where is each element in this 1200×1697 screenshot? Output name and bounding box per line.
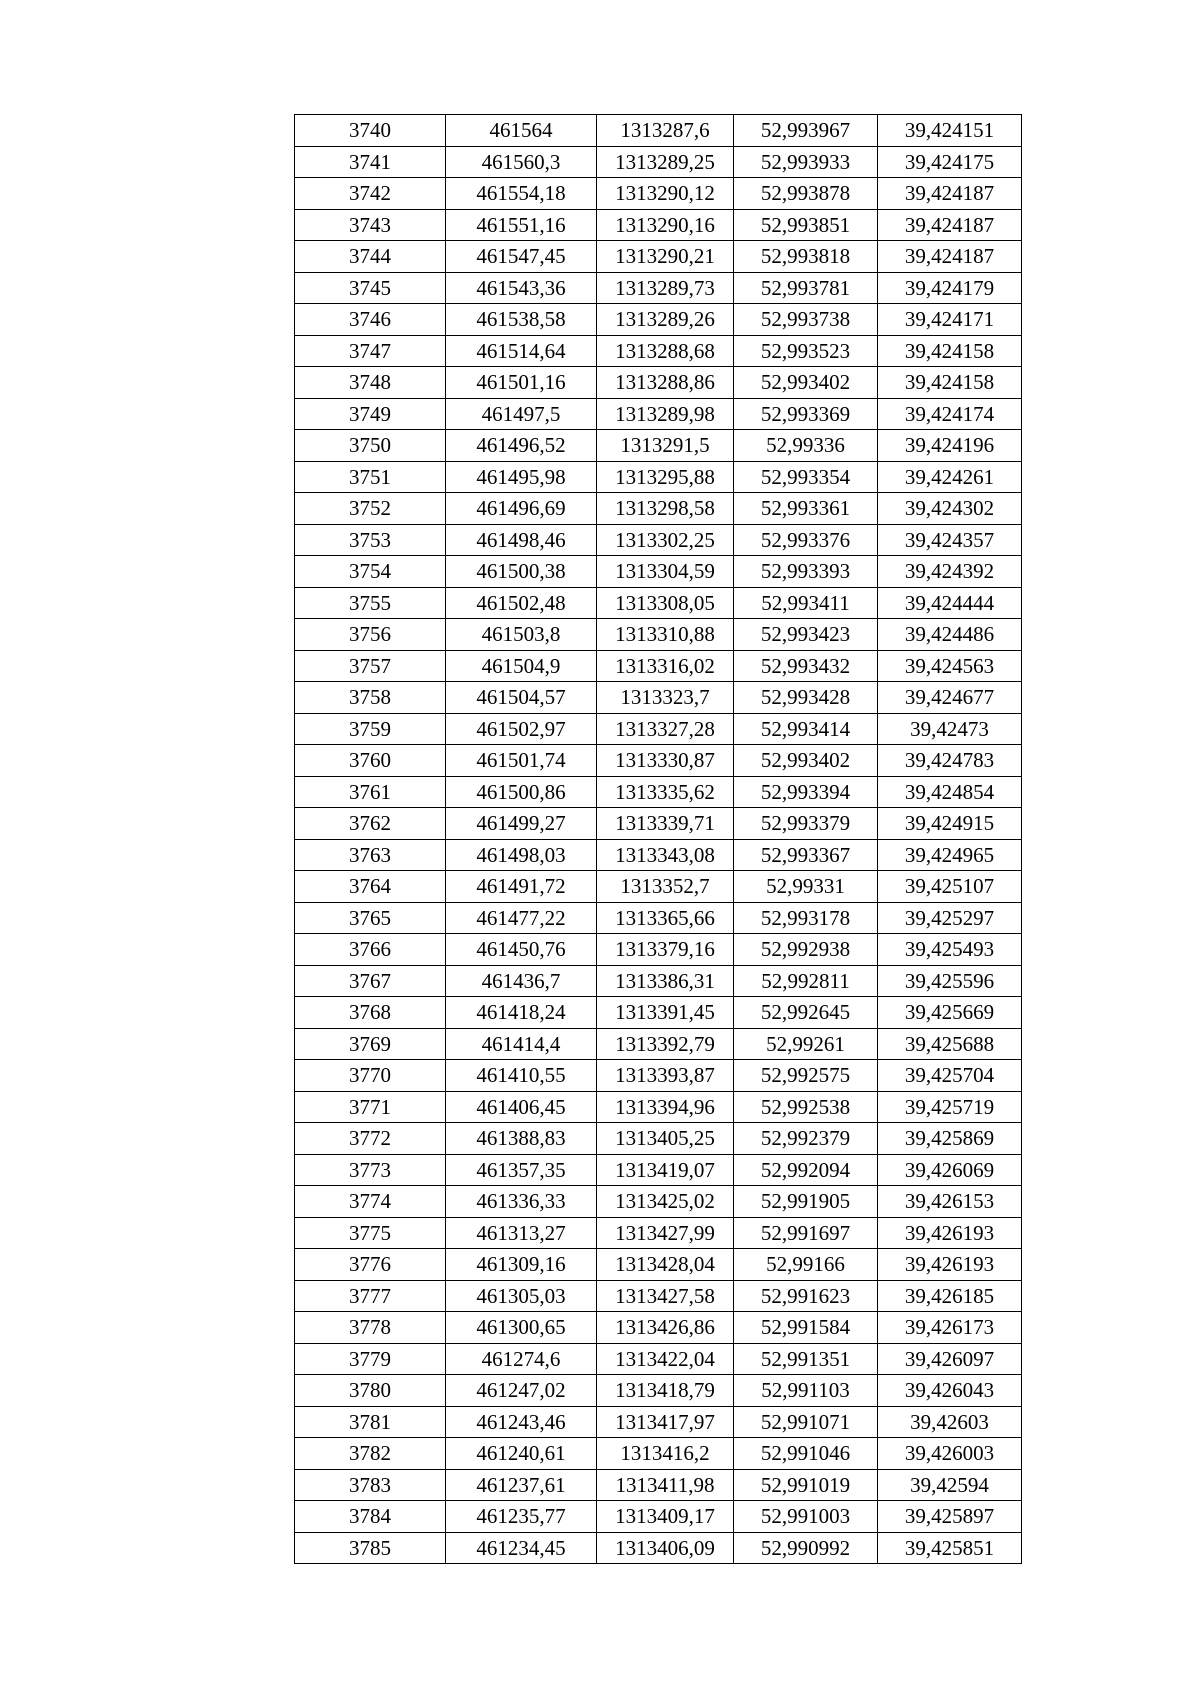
table-row — [295, 1217, 1022, 1249]
point-number-cell: 3760 — [295, 745, 446, 777]
latitude-cell: 52,991103 — [734, 1375, 878, 1407]
y-coordinate-cell: 1313365,66 — [597, 902, 734, 934]
latitude-cell: 52,993851 — [734, 209, 878, 241]
x-coordinate-cell: 461514,64 — [446, 335, 597, 367]
y-coordinate-cell: 1313302,25 — [597, 524, 734, 556]
longitude-cell: 39,425596 — [878, 965, 1022, 997]
latitude-cell: 52,993414 — [734, 713, 878, 745]
latitude-cell: 52,991071 — [734, 1406, 878, 1438]
x-coordinate-cell: 461498,46 — [446, 524, 597, 556]
point-number-cell: 3755 — [295, 587, 446, 619]
x-coordinate-cell: 461450,76 — [446, 934, 597, 966]
latitude-cell: 52,991584 — [734, 1312, 878, 1344]
table-row — [295, 493, 1022, 525]
y-coordinate-cell: 1313406,09 — [597, 1532, 734, 1564]
point-number-cell: 3766 — [295, 934, 446, 966]
longitude-cell: 39,424357 — [878, 524, 1022, 556]
x-coordinate-cell: 461491,72 — [446, 871, 597, 903]
table-row — [295, 776, 1022, 808]
table-row — [295, 871, 1022, 903]
point-number-cell: 3753 — [295, 524, 446, 556]
x-coordinate-cell: 461235,77 — [446, 1501, 597, 1533]
table-row — [295, 1249, 1022, 1281]
latitude-cell: 52,992938 — [734, 934, 878, 966]
x-coordinate-cell: 461501,16 — [446, 367, 597, 399]
table-row — [295, 1186, 1022, 1218]
y-coordinate-cell: 1313289,26 — [597, 304, 734, 336]
latitude-cell: 52,993402 — [734, 745, 878, 777]
y-coordinate-cell: 1313335,62 — [597, 776, 734, 808]
y-coordinate-cell: 1313391,45 — [597, 997, 734, 1029]
longitude-cell: 39,426185 — [878, 1280, 1022, 1312]
y-coordinate-cell: 1313289,98 — [597, 398, 734, 430]
y-coordinate-cell: 1313417,97 — [597, 1406, 734, 1438]
y-coordinate-cell: 1313289,25 — [597, 146, 734, 178]
table-row — [295, 398, 1022, 430]
table-row — [295, 619, 1022, 651]
x-coordinate-cell: 461501,74 — [446, 745, 597, 777]
longitude-cell: 39,425493 — [878, 934, 1022, 966]
y-coordinate-cell: 1313323,7 — [597, 682, 734, 714]
point-number-cell: 3768 — [295, 997, 446, 1029]
point-number-cell: 3761 — [295, 776, 446, 808]
x-coordinate-cell: 461436,7 — [446, 965, 597, 997]
latitude-cell: 52,993354 — [734, 461, 878, 493]
point-number-cell: 3749 — [295, 398, 446, 430]
x-coordinate-cell: 461237,61 — [446, 1469, 597, 1501]
table-row — [295, 1501, 1022, 1533]
x-coordinate-cell: 461554,18 — [446, 178, 597, 210]
point-number-cell: 3746 — [295, 304, 446, 336]
x-coordinate-cell: 461309,16 — [446, 1249, 597, 1281]
coordinates-table — [294, 114, 1022, 1564]
table-row — [295, 1375, 1022, 1407]
point-number-cell: 3769 — [295, 1028, 446, 1060]
latitude-cell: 52,993933 — [734, 146, 878, 178]
table-row — [295, 997, 1022, 1029]
table-row — [295, 367, 1022, 399]
latitude-cell: 52,993379 — [734, 808, 878, 840]
latitude-cell: 52,993402 — [734, 367, 878, 399]
y-coordinate-cell: 1313308,05 — [597, 587, 734, 619]
point-number-cell: 3742 — [295, 178, 446, 210]
longitude-cell: 39,424196 — [878, 430, 1022, 462]
y-coordinate-cell: 1313291,5 — [597, 430, 734, 462]
x-coordinate-cell: 461274,6 — [446, 1343, 597, 1375]
table-row — [295, 902, 1022, 934]
point-number-cell: 3773 — [295, 1154, 446, 1186]
latitude-cell: 52,991003 — [734, 1501, 878, 1533]
y-coordinate-cell: 1313416,2 — [597, 1438, 734, 1470]
longitude-cell: 39,424486 — [878, 619, 1022, 651]
y-coordinate-cell: 1313419,07 — [597, 1154, 734, 1186]
table-row — [295, 808, 1022, 840]
longitude-cell: 39,426173 — [878, 1312, 1022, 1344]
longitude-cell: 39,424175 — [878, 146, 1022, 178]
y-coordinate-cell: 1313393,87 — [597, 1060, 734, 1092]
point-number-cell: 3783 — [295, 1469, 446, 1501]
longitude-cell: 39,424302 — [878, 493, 1022, 525]
latitude-cell: 52,993878 — [734, 178, 878, 210]
latitude-cell: 52,993523 — [734, 335, 878, 367]
x-coordinate-cell: 461240,61 — [446, 1438, 597, 1470]
point-number-cell: 3767 — [295, 965, 446, 997]
latitude-cell: 52,993781 — [734, 272, 878, 304]
y-coordinate-cell: 1313422,04 — [597, 1343, 734, 1375]
table-row — [295, 965, 1022, 997]
point-number-cell: 3744 — [295, 241, 446, 273]
table-row — [295, 209, 1022, 241]
y-coordinate-cell: 1313343,08 — [597, 839, 734, 871]
y-coordinate-cell: 1313304,59 — [597, 556, 734, 588]
longitude-cell: 39,424187 — [878, 209, 1022, 241]
longitude-cell: 39,425704 — [878, 1060, 1022, 1092]
x-coordinate-cell: 461498,03 — [446, 839, 597, 871]
x-coordinate-cell: 461502,97 — [446, 713, 597, 745]
table-row — [295, 1060, 1022, 1092]
latitude-cell: 52,993394 — [734, 776, 878, 808]
x-coordinate-cell: 461388,83 — [446, 1123, 597, 1155]
latitude-cell: 52,993393 — [734, 556, 878, 588]
x-coordinate-cell: 461547,45 — [446, 241, 597, 273]
point-number-cell: 3774 — [295, 1186, 446, 1218]
y-coordinate-cell: 1313290,12 — [597, 178, 734, 210]
table-row — [295, 335, 1022, 367]
table-row — [295, 556, 1022, 588]
point-number-cell: 3763 — [295, 839, 446, 871]
longitude-cell: 39,424158 — [878, 335, 1022, 367]
y-coordinate-cell: 1313290,16 — [597, 209, 734, 241]
longitude-cell: 39,425869 — [878, 1123, 1022, 1155]
point-number-cell: 3758 — [295, 682, 446, 714]
longitude-cell: 39,426043 — [878, 1375, 1022, 1407]
y-coordinate-cell: 1313405,25 — [597, 1123, 734, 1155]
x-coordinate-cell: 461495,98 — [446, 461, 597, 493]
y-coordinate-cell: 1313339,71 — [597, 808, 734, 840]
longitude-cell: 39,425669 — [878, 997, 1022, 1029]
y-coordinate-cell: 1313327,28 — [597, 713, 734, 745]
latitude-cell: 52,992094 — [734, 1154, 878, 1186]
longitude-cell: 39,424783 — [878, 745, 1022, 777]
longitude-cell: 39,425897 — [878, 1501, 1022, 1533]
x-coordinate-cell: 461418,24 — [446, 997, 597, 1029]
longitude-cell: 39,424151 — [878, 115, 1022, 147]
point-number-cell: 3778 — [295, 1312, 446, 1344]
table-row — [295, 1438, 1022, 1470]
longitude-cell: 39,424261 — [878, 461, 1022, 493]
x-coordinate-cell: 461234,45 — [446, 1532, 597, 1564]
latitude-cell: 52,993361 — [734, 493, 878, 525]
longitude-cell: 39,424158 — [878, 367, 1022, 399]
longitude-cell: 39,42594 — [878, 1469, 1022, 1501]
x-coordinate-cell: 461500,86 — [446, 776, 597, 808]
point-number-cell: 3784 — [295, 1501, 446, 1533]
point-number-cell: 3777 — [295, 1280, 446, 1312]
table-row — [295, 146, 1022, 178]
table-row — [295, 1532, 1022, 1564]
table-row — [295, 745, 1022, 777]
table-row — [295, 1028, 1022, 1060]
y-coordinate-cell: 1313425,02 — [597, 1186, 734, 1218]
y-coordinate-cell: 1313330,87 — [597, 745, 734, 777]
longitude-cell: 39,42603 — [878, 1406, 1022, 1438]
point-number-cell: 3754 — [295, 556, 446, 588]
x-coordinate-cell: 461564 — [446, 115, 597, 147]
table-row — [295, 304, 1022, 336]
longitude-cell: 39,424187 — [878, 178, 1022, 210]
longitude-cell: 39,424854 — [878, 776, 1022, 808]
x-coordinate-cell: 461300,65 — [446, 1312, 597, 1344]
table-row — [295, 587, 1022, 619]
longitude-cell: 39,426153 — [878, 1186, 1022, 1218]
y-coordinate-cell: 1313316,02 — [597, 650, 734, 682]
table-row — [295, 461, 1022, 493]
point-number-cell: 3748 — [295, 367, 446, 399]
table-row — [295, 1091, 1022, 1123]
table-row — [295, 115, 1022, 147]
point-number-cell: 3780 — [295, 1375, 446, 1407]
longitude-cell: 39,42473 — [878, 713, 1022, 745]
table-row — [295, 839, 1022, 871]
longitude-cell: 39,424174 — [878, 398, 1022, 430]
latitude-cell: 52,991046 — [734, 1438, 878, 1470]
table-row — [295, 430, 1022, 462]
latitude-cell: 52,99336 — [734, 430, 878, 462]
x-coordinate-cell: 461313,27 — [446, 1217, 597, 1249]
y-coordinate-cell: 1313352,7 — [597, 871, 734, 903]
longitude-cell: 39,425688 — [878, 1028, 1022, 1060]
latitude-cell: 52,991623 — [734, 1280, 878, 1312]
y-coordinate-cell: 1313289,73 — [597, 272, 734, 304]
latitude-cell: 52,993411 — [734, 587, 878, 619]
y-coordinate-cell: 1313394,96 — [597, 1091, 734, 1123]
latitude-cell: 52,99166 — [734, 1249, 878, 1281]
point-number-cell: 3770 — [295, 1060, 446, 1092]
longitude-cell: 39,424171 — [878, 304, 1022, 336]
point-number-cell: 3752 — [295, 493, 446, 525]
latitude-cell: 52,992811 — [734, 965, 878, 997]
longitude-cell: 39,425297 — [878, 902, 1022, 934]
point-number-cell: 3771 — [295, 1091, 446, 1123]
point-number-cell: 3785 — [295, 1532, 446, 1564]
point-number-cell: 3765 — [295, 902, 446, 934]
longitude-cell: 39,426097 — [878, 1343, 1022, 1375]
table-row — [295, 1469, 1022, 1501]
x-coordinate-cell: 461496,52 — [446, 430, 597, 462]
y-coordinate-cell: 1313287,6 — [597, 115, 734, 147]
x-coordinate-cell: 461406,45 — [446, 1091, 597, 1123]
latitude-cell: 52,991905 — [734, 1186, 878, 1218]
y-coordinate-cell: 1313392,79 — [597, 1028, 734, 1060]
table-row — [295, 682, 1022, 714]
x-coordinate-cell: 461499,27 — [446, 808, 597, 840]
y-coordinate-cell: 1313427,58 — [597, 1280, 734, 1312]
x-coordinate-cell: 461410,55 — [446, 1060, 597, 1092]
y-coordinate-cell: 1313298,58 — [597, 493, 734, 525]
table-row — [295, 934, 1022, 966]
y-coordinate-cell: 1313411,98 — [597, 1469, 734, 1501]
latitude-cell: 52,992538 — [734, 1091, 878, 1123]
point-number-cell: 3775 — [295, 1217, 446, 1249]
point-number-cell: 3757 — [295, 650, 446, 682]
longitude-cell: 39,425107 — [878, 871, 1022, 903]
longitude-cell: 39,426003 — [878, 1438, 1022, 1470]
longitude-cell: 39,424392 — [878, 556, 1022, 588]
longitude-cell: 39,424965 — [878, 839, 1022, 871]
table-row — [295, 650, 1022, 682]
x-coordinate-cell: 461305,03 — [446, 1280, 597, 1312]
y-coordinate-cell: 1313428,04 — [597, 1249, 734, 1281]
y-coordinate-cell: 1313379,16 — [597, 934, 734, 966]
latitude-cell: 52,991697 — [734, 1217, 878, 1249]
point-number-cell: 3743 — [295, 209, 446, 241]
y-coordinate-cell: 1313418,79 — [597, 1375, 734, 1407]
point-number-cell: 3745 — [295, 272, 446, 304]
point-number-cell: 3751 — [295, 461, 446, 493]
latitude-cell: 52,993432 — [734, 650, 878, 682]
longitude-cell: 39,425851 — [878, 1532, 1022, 1564]
y-coordinate-cell: 1313426,86 — [597, 1312, 734, 1344]
longitude-cell: 39,424677 — [878, 682, 1022, 714]
x-coordinate-cell: 461502,48 — [446, 587, 597, 619]
table-row — [295, 272, 1022, 304]
x-coordinate-cell: 461500,38 — [446, 556, 597, 588]
longitude-cell: 39,424563 — [878, 650, 1022, 682]
longitude-cell: 39,426193 — [878, 1217, 1022, 1249]
x-coordinate-cell: 461560,3 — [446, 146, 597, 178]
latitude-cell: 52,993369 — [734, 398, 878, 430]
x-coordinate-cell: 461357,35 — [446, 1154, 597, 1186]
table-row — [295, 241, 1022, 273]
x-coordinate-cell: 461551,16 — [446, 209, 597, 241]
point-number-cell: 3764 — [295, 871, 446, 903]
latitude-cell: 52,991019 — [734, 1469, 878, 1501]
x-coordinate-cell: 461477,22 — [446, 902, 597, 934]
x-coordinate-cell: 461504,9 — [446, 650, 597, 682]
latitude-cell: 52,993367 — [734, 839, 878, 871]
y-coordinate-cell: 1313427,99 — [597, 1217, 734, 1249]
x-coordinate-cell: 461243,46 — [446, 1406, 597, 1438]
y-coordinate-cell: 1313290,21 — [597, 241, 734, 273]
latitude-cell: 52,993376 — [734, 524, 878, 556]
table-row — [295, 1343, 1022, 1375]
point-number-cell: 3756 — [295, 619, 446, 651]
x-coordinate-cell: 461504,57 — [446, 682, 597, 714]
x-coordinate-cell: 461414,4 — [446, 1028, 597, 1060]
y-coordinate-cell: 1313288,68 — [597, 335, 734, 367]
x-coordinate-cell: 461497,5 — [446, 398, 597, 430]
table-row — [295, 713, 1022, 745]
point-number-cell: 3782 — [295, 1438, 446, 1470]
table-row — [295, 1123, 1022, 1155]
table-row — [295, 178, 1022, 210]
table-row — [295, 1312, 1022, 1344]
latitude-cell: 52,991351 — [734, 1343, 878, 1375]
x-coordinate-cell: 461336,33 — [446, 1186, 597, 1218]
longitude-cell: 39,425719 — [878, 1091, 1022, 1123]
x-coordinate-cell: 461247,02 — [446, 1375, 597, 1407]
latitude-cell: 52,992379 — [734, 1123, 878, 1155]
latitude-cell: 52,993423 — [734, 619, 878, 651]
point-number-cell: 3740 — [295, 115, 446, 147]
longitude-cell: 39,424444 — [878, 587, 1022, 619]
table-row — [295, 1406, 1022, 1438]
y-coordinate-cell: 1313310,88 — [597, 619, 734, 651]
x-coordinate-cell: 461496,69 — [446, 493, 597, 525]
point-number-cell: 3750 — [295, 430, 446, 462]
latitude-cell: 52,992645 — [734, 997, 878, 1029]
x-coordinate-cell: 461503,8 — [446, 619, 597, 651]
point-number-cell: 3781 — [295, 1406, 446, 1438]
table-row — [295, 1154, 1022, 1186]
y-coordinate-cell: 1313288,86 — [597, 367, 734, 399]
longitude-cell: 39,424915 — [878, 808, 1022, 840]
latitude-cell: 52,993818 — [734, 241, 878, 273]
longitude-cell: 39,426069 — [878, 1154, 1022, 1186]
table-row — [295, 1280, 1022, 1312]
x-coordinate-cell: 461543,36 — [446, 272, 597, 304]
point-number-cell: 3772 — [295, 1123, 446, 1155]
latitude-cell: 52,990992 — [734, 1532, 878, 1564]
point-number-cell: 3759 — [295, 713, 446, 745]
point-number-cell: 3776 — [295, 1249, 446, 1281]
latitude-cell: 52,99261 — [734, 1028, 878, 1060]
point-number-cell: 3747 — [295, 335, 446, 367]
latitude-cell: 52,993178 — [734, 902, 878, 934]
latitude-cell: 52,99331 — [734, 871, 878, 903]
longitude-cell: 39,426193 — [878, 1249, 1022, 1281]
longitude-cell: 39,424187 — [878, 241, 1022, 273]
latitude-cell: 52,993738 — [734, 304, 878, 336]
latitude-cell: 52,992575 — [734, 1060, 878, 1092]
x-coordinate-cell: 461538,58 — [446, 304, 597, 336]
point-number-cell: 3741 — [295, 146, 446, 178]
coordinates-table-body — [295, 115, 1022, 1564]
longitude-cell: 39,424179 — [878, 272, 1022, 304]
latitude-cell: 52,993967 — [734, 115, 878, 147]
latitude-cell: 52,993428 — [734, 682, 878, 714]
point-number-cell: 3779 — [295, 1343, 446, 1375]
y-coordinate-cell: 1313295,88 — [597, 461, 734, 493]
y-coordinate-cell: 1313386,31 — [597, 965, 734, 997]
table-row — [295, 524, 1022, 556]
point-number-cell: 3762 — [295, 808, 446, 840]
y-coordinate-cell: 1313409,17 — [597, 1501, 734, 1533]
